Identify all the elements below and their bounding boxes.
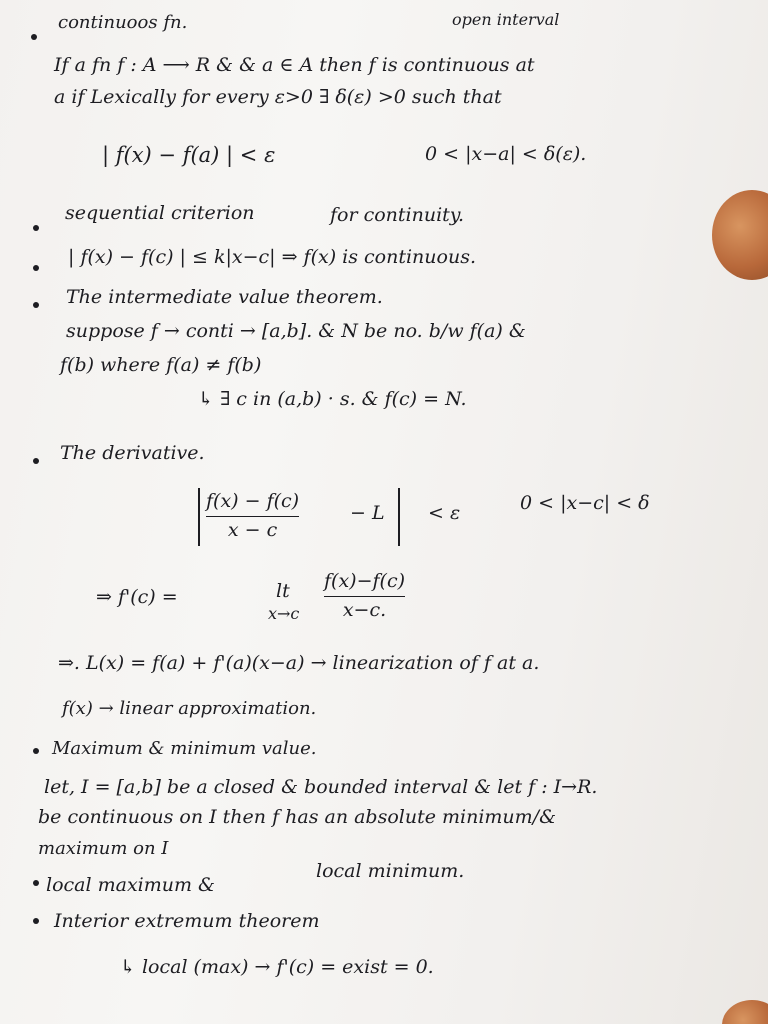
less-than-epsilon: < ε	[428, 502, 461, 524]
definition-line-2: a if Lexically for every ε>0 ∃ δ(ε) >0 such that	[54, 86, 502, 108]
annotation-open-interval: open interval	[452, 10, 560, 29]
max-min-heading: Maximum & minimum value.	[52, 738, 317, 759]
bullet	[33, 458, 39, 464]
epsilon-condition: | f(x) − f(a) | < ε	[102, 143, 276, 167]
bullet	[33, 918, 39, 924]
heading-continuous-fn: continuoos fn.	[58, 12, 188, 33]
difference-quotient-denominator: x − c	[227, 519, 278, 542]
thumb-bottom-right	[722, 1000, 768, 1024]
linear-approximation: f(x) → linear approximation.	[62, 698, 317, 719]
fraction-bar	[324, 596, 405, 598]
sequential-criterion: sequential criterion	[65, 202, 255, 224]
max-min-line-1: let, I = [a,b] be a closed & bounded interval & let f : I→R.	[44, 776, 598, 798]
bullet	[33, 880, 39, 886]
max-min-line-3: maximum on I	[38, 838, 169, 859]
ivt-heading: The intermediate value theorem.	[66, 286, 383, 308]
limit-subscript: x→c	[268, 604, 300, 623]
ivt-line-1: suppose f → conti → [a,b]. & N be no. b/w f(a) &	[66, 320, 526, 342]
limit-quotient-denominator: x−c.	[342, 599, 387, 622]
max-min-line-2: be continuous on I then f has an absolute minimum/&	[38, 806, 557, 828]
minus-L: − L	[350, 502, 385, 524]
thumb-top-right	[712, 190, 768, 280]
bullet	[31, 34, 37, 40]
bullet	[33, 225, 39, 231]
local-maximum: local maximum &	[46, 874, 215, 896]
interior-extremum-result: ↳ local (max) → f'(c) = exist = 0.	[120, 956, 434, 978]
abs-bar-left	[198, 488, 200, 546]
fraction-bar	[206, 516, 299, 518]
difference-quotient-numerator: f(x) − f(c)	[206, 490, 300, 512]
interior-extremum-theorem: Interior extremum theorem	[54, 910, 320, 932]
ivt-line-3: ↳ ∃ c in (a,b) · s. & f(c) = N.	[198, 388, 467, 410]
derivative-heading: The derivative.	[60, 442, 205, 464]
limit-quotient	[324, 570, 405, 623]
lipschitz-line: | f(x) − f(c) | ≤ k|x−c| ⇒ f(x) is continuous.	[68, 246, 476, 268]
bullet	[33, 302, 39, 308]
limit-quotient-numerator: f(x)−f(c)	[324, 570, 405, 592]
difference-quotient	[206, 490, 299, 543]
definition-line-1: If a fn f : A ⟶ R & & a ∈ A then f is continuous at	[54, 54, 535, 76]
for-continuity: for continuity.	[330, 204, 465, 226]
delta-neighbourhood: 0 < |x−c| < δ	[520, 492, 650, 514]
bullet	[33, 265, 39, 271]
delta-condition: 0 < |x−a| < δ(ε).	[425, 143, 587, 165]
linearization: ⇒. L(x) = f(a) + f'(a)(x−a) → linearization of f at a.	[58, 652, 540, 674]
ivt-line-2: f(b) where f(a) ≠ f(b)	[60, 354, 262, 376]
abs-bar-right	[398, 488, 400, 546]
local-minimum: local minimum.	[316, 860, 465, 882]
limit-word: lt	[276, 580, 290, 602]
bullet	[33, 748, 39, 754]
derivative-definition: ⇒ f'(c) =	[96, 586, 178, 608]
